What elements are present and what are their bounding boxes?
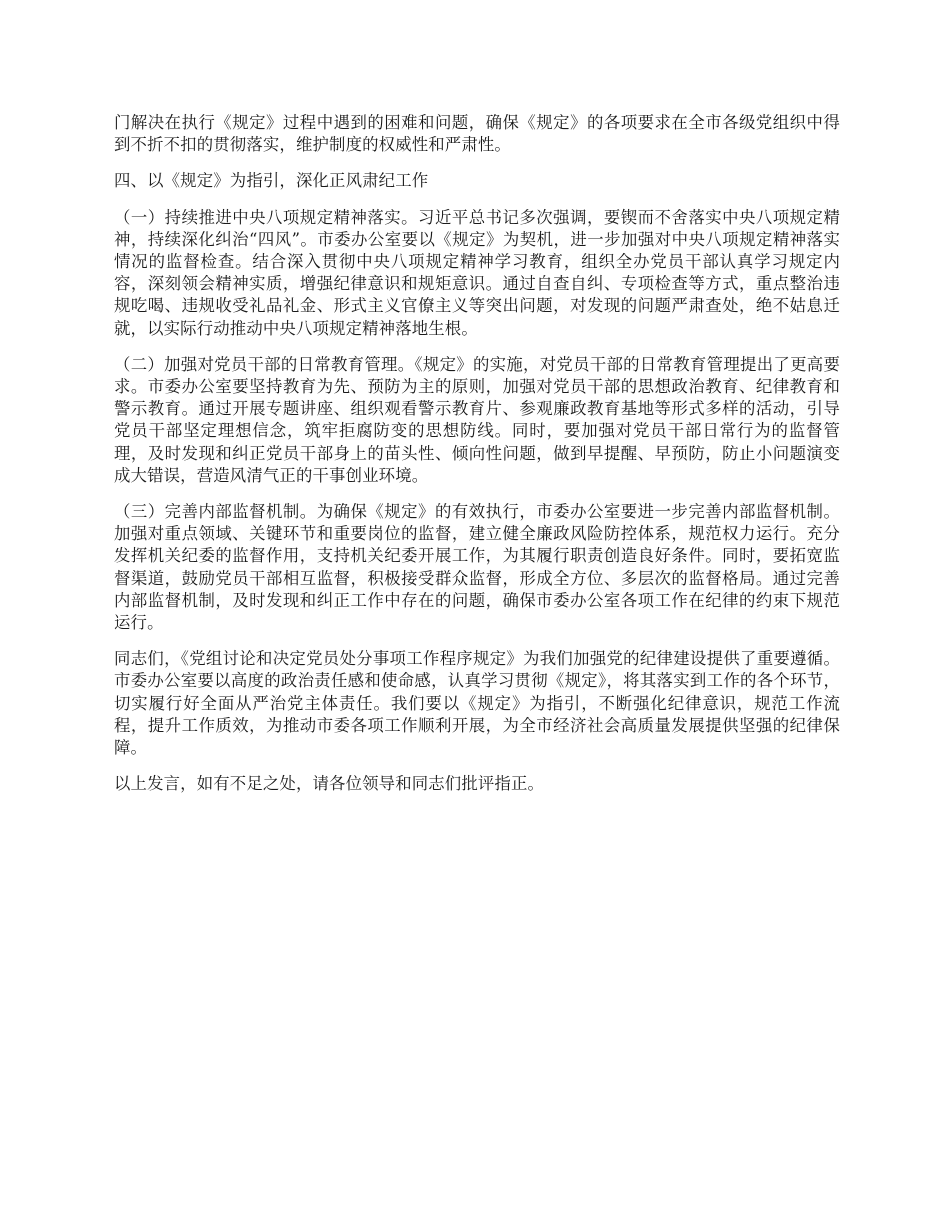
paragraph-item-3: （三）完善内部监督机制。为确保《规定》的有效执行，市委办公室要进一步完善内部监督机制。加强对重点领域、关键环节和重要岗位的监督，建立健全廉政风险防控体系，规范权力运行。充分发挥机关纪委的监督作用，支持机关纪委开展工作，为其履行职责创造良好条件。同时，要拓宽监督渠道，鼓励党员干部相互监督，积极接受群众监督，形成全方位、多层次的监督格局。通过完善内部监督机制，及时发现和纠正工作中存在的问题，确保市委办公室各项工作在纪律的约束下规范运行。	[114, 502, 840, 633]
paragraph-closing: 以上发言，如有不足之处，请各位领导和同志们批评指正。	[114, 774, 545, 794]
paragraph-conclusion: 同志们，《党组讨论和决定党员处分事项工作程序规定》为我们加强党的纪律建设提供了重要遵循。市委办公室要以高度的政治责任感和使命感，认真学习贯彻《规定》，将其落实到工作的各个环节，切实履行好全面从严治党主体责任。我们要以《规定》为指引，不断强化纪律意识，规范工作流程，提升工作质效，为推动市委各项工作顺利开展，为全市经济社会高质量发展提供坚强的纪律保障。	[114, 649, 840, 758]
document-page	[114, 112, 840, 809]
paragraph-item-2: （二）加强对党员干部的日常教育管理。《规定》的实施，对党员干部的日常教育管理提出了更高要求。市委办公室要坚持教育为先、预防为主的原则，加强对党员干部的思想政治教育、纪律教育和警示教育。通过开展专题讲座、组织观看警示教育片、参观廉政教育基地等形式多样的活动，引导党员干部坚定理想信念，筑牢拒腐防变的思想防线。同时，要加强对党员干部日常行为的监督管理，及时发现和纠正党员干部身上的苗头性、倾向性问题，做到早提醒、早预防，防止小问题演变成大错误，营造风清气正的干事创业环境。	[114, 354, 840, 485]
paragraph-continuation: 门解决在执行《规定》过程中遇到的困难和问题，确保《规定》的各项要求在全市各级党组织中得到不折不扣的贯彻落实，维护制度的权威性和严肃性。	[114, 113, 840, 155]
paragraph-item-1: （一）持续推进中央八项规定精神落实。习近平总书记多次强调，要锲而不舍落实中央八项规定精神，持续深化纠治“四风”。市委办公室要以《规定》为契机，进一步加强对中央八项规定精神落实情况的监督检查。结合深入贯彻中央八项规定精神学习教育，组织全办党员干部认真学习规定内容，深刻领会精神实质，增强纪律意识和规矩意识。通过自查自纠、专项检查等方式，重点整治违规吃喝、违规收受礼品礼金、形式主义官僚主义等突出问题，对发现的问题严肃查处，绝不姑息迁就，以实际行动推动中央八项规定精神落地生根。	[114, 207, 840, 338]
section-heading-4: 四、以《规定》为指引，深化正风肃纪工作	[114, 171, 429, 191]
